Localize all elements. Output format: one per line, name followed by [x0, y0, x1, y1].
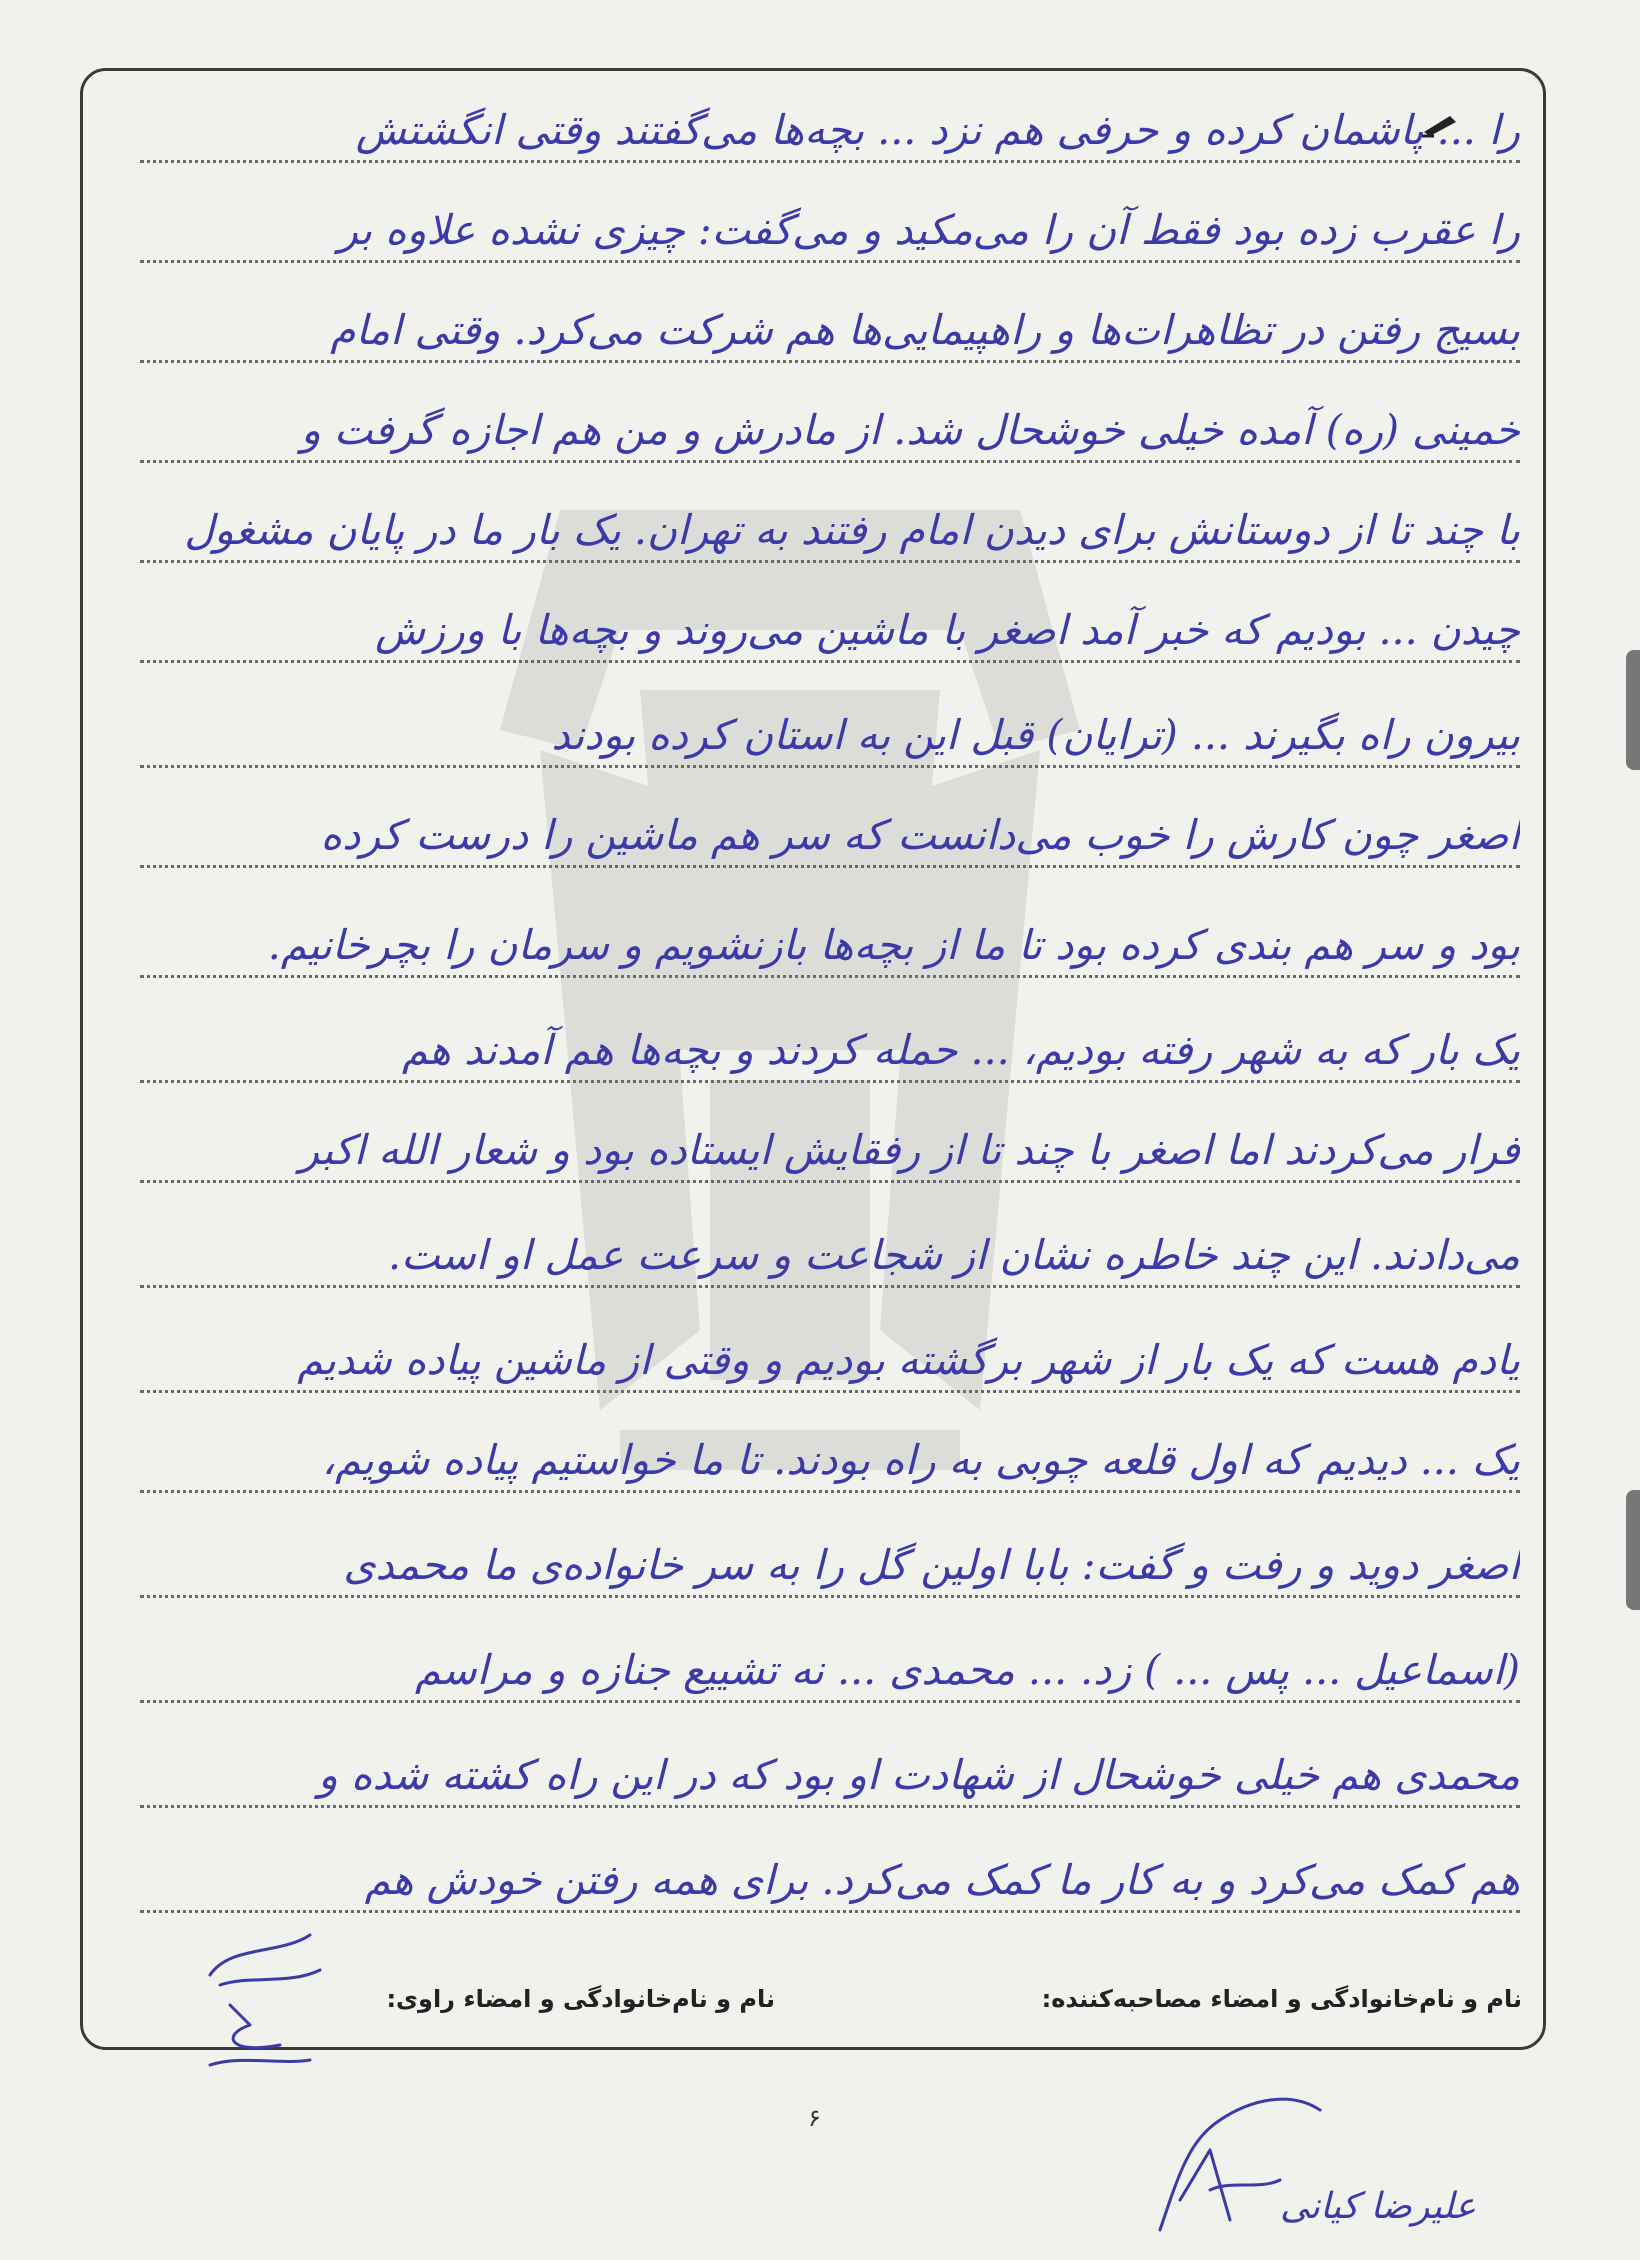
- handwritten-line: یادم هست که یک بار از شهر برگشته بودیم و وقتی از ماشین پیاده شدیم: [297, 1336, 1520, 1384]
- dotted-rule: [140, 1805, 1520, 1808]
- handwritten-line: اصغر دوید و رفت و گفت: بابا اولین گل را به سر خانواده‌ی ما محمدی: [343, 1541, 1520, 1589]
- dotted-rule: [140, 460, 1520, 463]
- handwritten-line: فرار می‌کردند اما اصغر با چند تا از رفقایش ایستاده بود و شعار الله اکبر: [299, 1126, 1520, 1174]
- handwritten-line: هم کمک می‌کرد و به کار ما کمک می‌کرد. برای همه رفتن خودش هم: [364, 1856, 1520, 1904]
- dotted-rule: [140, 865, 1520, 868]
- dotted-rule: [140, 1490, 1520, 1493]
- narrator-signature: [190, 1915, 340, 2075]
- handwritten-line: خمینی (ره) آمده خیلی خوشحال شد. از مادرش و من هم اجازه گرفت و: [301, 406, 1520, 454]
- dotted-rule: [140, 1080, 1520, 1083]
- dotted-rule: [140, 1700, 1520, 1703]
- dotted-rule: [140, 1390, 1520, 1393]
- handwritten-body: [140, 0, 1520, 2260]
- dotted-rule: [140, 660, 1520, 663]
- dotted-rule: [140, 1180, 1520, 1183]
- dotted-rule: [140, 1595, 1520, 1598]
- dotted-rule: [140, 765, 1520, 768]
- dotted-rule: [140, 160, 1520, 163]
- handwritten-line: بود و سر هم بندی کرده بود تا ما از بچه‌ها بازنشویم و سرمان را بچرخانیم.: [267, 921, 1520, 969]
- interviewer-signature-label: نام و نام‌خانوادگی و امضاء مصاحبه‌کننده:: [1041, 1985, 1522, 2013]
- handwritten-line: با چند تا از دوستانش برای دیدن امام رفتند به تهران. یک بار ما در پایان مشغول: [184, 506, 1520, 554]
- handwritten-line: (اسماعیل ... پس ... ) زد. ... محمدی ... نه تشییع جنازه و مراسم: [415, 1646, 1520, 1694]
- handwritten-line: بیرون راه بگیرند ... (ترایان) قبل این به استان کرده بودند: [551, 711, 1520, 759]
- handwritten-line: یک ... دیدیم که اول قلعه چوبی به راه بودند. تا ما خواستیم پیاده شویم،: [321, 1436, 1520, 1484]
- page-number: ۶: [808, 2104, 821, 2132]
- narrator-signature-label: نام و نام‌خانوادگی و امضاء راوی:: [386, 1985, 775, 2013]
- handwritten-line: بسیج رفتن در تظاهرات‌ها و راهپیمایی‌ها هم شرکت می‌کرد. وقتی امام: [330, 306, 1520, 354]
- dotted-rule: [140, 260, 1520, 263]
- dotted-rule: [140, 1285, 1520, 1288]
- signature-name: علیرضا کیانی: [1280, 2186, 1477, 2227]
- binder-tab: [1626, 650, 1640, 770]
- dotted-rule: [140, 975, 1520, 978]
- dotted-rule: [140, 560, 1520, 563]
- binder-tab: [1626, 1490, 1640, 1610]
- handwritten-line: محمدی هم خیلی خوشحال از شهادت او بود که در این راه کشته شده و: [318, 1751, 1520, 1799]
- dotted-rule: [140, 360, 1520, 363]
- handwritten-line: می‌دادند. این چند خاطره نشان از شجاعت و سرعت عمل او است.: [388, 1231, 1520, 1279]
- dotted-rule: [140, 1910, 1520, 1913]
- handwritten-line: چیدن ... بودیم که خبر آمد اصغر با ماشین می‌روند و بچه‌ها با ورزش: [375, 606, 1520, 654]
- handwritten-line: اصغر چون کارش را خوب می‌دانست که سر هم ماشین را درست کرده: [320, 811, 1520, 859]
- handwritten-line: را عقرب زده بود فقط آن را می‌مکید و می‌گفت: چیزی نشده علاوه بر: [338, 206, 1520, 254]
- handwritten-line: را ... پاشمان کرده و حرفی هم نزد ... بچه‌ها می‌گفتند وقتی انگشتش: [355, 106, 1520, 154]
- handwritten-line: یک بار که به شهر رفته بودیم، ... حمله کردند و بچه‌ها هم آمدند هم: [402, 1026, 1520, 1074]
